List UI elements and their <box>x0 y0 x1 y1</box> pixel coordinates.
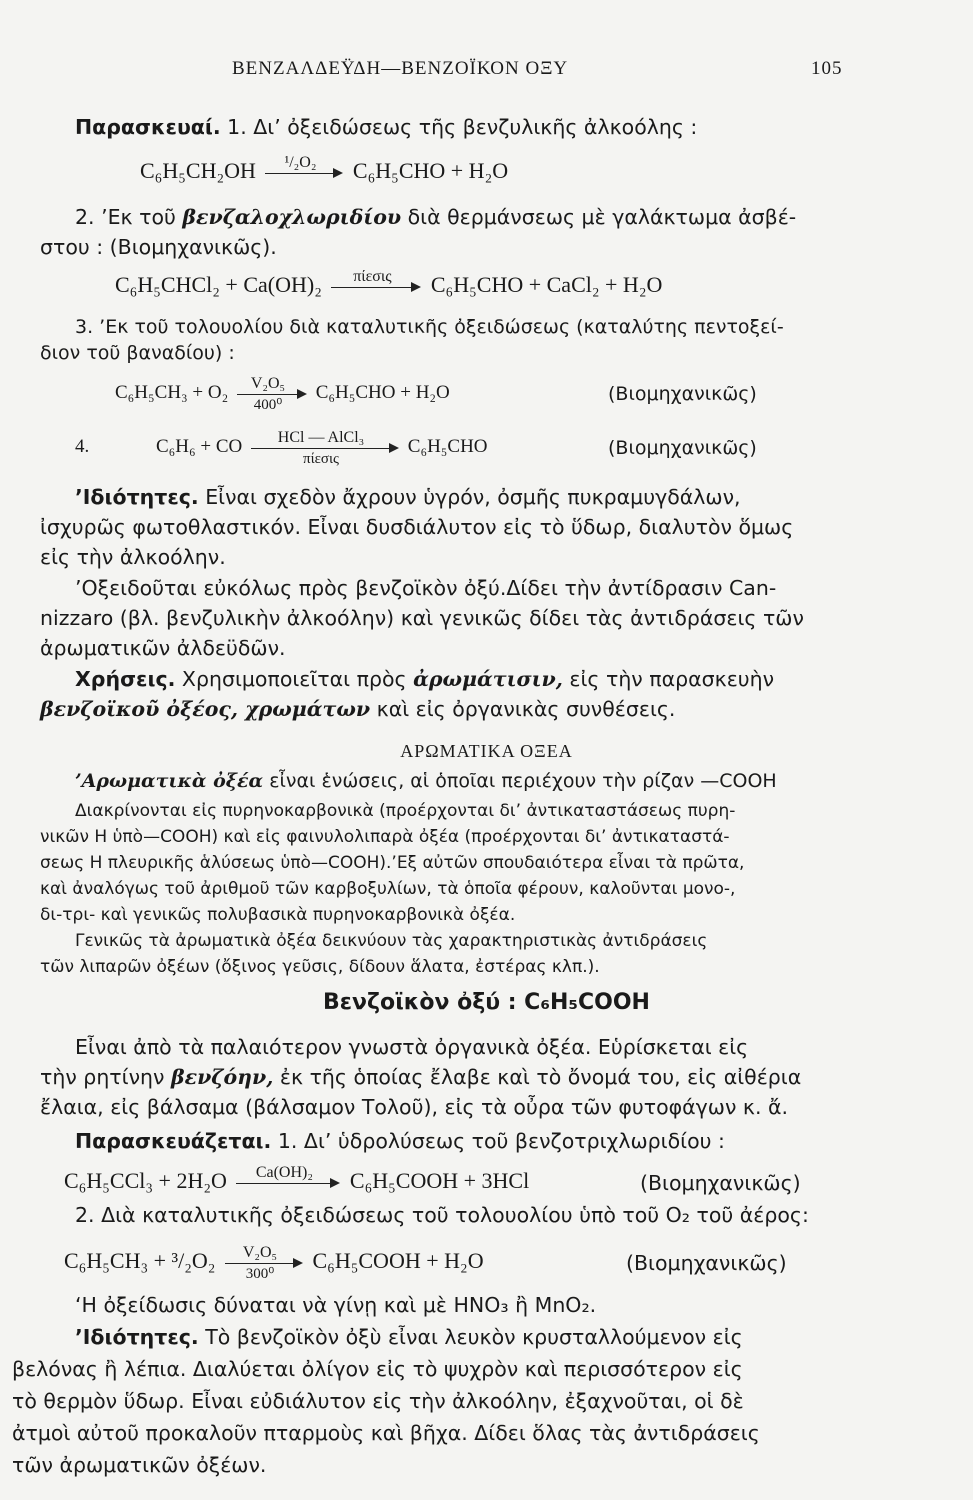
equation-products: C₆H₅COOH + H₂O <box>312 1248 484 1273</box>
text-line: nizzaro (βλ. βενζυλικὴν ἀλκοόλην) καὶ γενικῶς δίδει τὰς ἀντιδράσεις τῶν <box>40 606 804 630</box>
arrow-temperature: 300⁰ <box>245 1265 275 1282</box>
arrow-condition: πίεσις <box>353 267 392 285</box>
arrow-condition: V₂O₅ <box>242 1243 278 1261</box>
text-segment: εἶναι ἑνώσεις, αἱ ὁποῖαι περιέχουν τὴν ρίζαν —COOH <box>263 770 777 792</box>
heading-uses: Χρήσεις. <box>75 667 176 691</box>
text-line: τῶν ἀρωματικῶν ὀξέων. <box>12 1453 267 1477</box>
reaction-arrow <box>331 267 421 298</box>
text-line: ἀτμοὶ αὐτοῦ προκαλοῦν πταρμοὺς καὶ βῆχα. Δίδει ὅλας τὰς ἀντιδράσεις <box>12 1421 760 1445</box>
text-line <box>75 768 777 794</box>
text-line <box>40 1064 801 1090</box>
text-segment: διὰ θερμάνσεως μὲ γαλάκτωμα ἀσβέ- <box>401 205 797 229</box>
text-line <box>75 666 774 692</box>
reaction-arrow <box>265 153 343 184</box>
text-line: ἰσχυρῶς φωτοθλαστικόν. Εἶναι δυσδιάλυτον εἰς τὸ ὕδωρ, διαλυτὸν ὅμως <box>40 515 794 539</box>
equation <box>115 267 663 298</box>
equation-reactants: C₆H₅CHCl₂ + Ca(OH)₂ <box>115 272 322 297</box>
text-line: βελόνας ἢ λέπια. Διαλύεται ὀλίγον εἰς τὸ ψυχρὸν καὶ περισσότερον εἰς <box>12 1357 743 1381</box>
text-line: τῶν λιπαρῶν ὀξέων (ὄξινος γεῦσις, δίδουν ἅλατα, ἐστέρας κλπ.). <box>40 957 600 977</box>
text-line: σεως H πλευρικῆς ἁλύσεως ὑπὸ—COOH).’Εξ αὐτῶν σπουδαιότερα εἶναι τὰ πρῶτα, <box>40 853 745 873</box>
section-title: Βενζοϊκὸν ὀξύ : C₆H₅COOH <box>323 990 650 1015</box>
arrow-pressure: πίεσις <box>303 450 339 467</box>
text-line: καὶ ἀναλόγως τοῦ ἀριθμοῦ τῶν καρβοξυλίων, τὰ ὁποῖα φέρουν, καλοῦνται μονο-, <box>40 879 736 899</box>
text-line: ‘Η ὀξείδωσις δύναται νὰ γίνῃ καὶ μὲ HNO₃ ἢ MnO₂. <box>75 1293 597 1317</box>
section-title: ΑΡΩΜΑΤΙΚΑ ΟΞΕΑ <box>400 741 573 761</box>
arrow-condition: Ca(OH)₂ <box>255 1163 313 1181</box>
emphasis: ἀρωμάτισιν, <box>413 667 563 691</box>
text-line: ἔλαια, εἰς βάλσαμα (βάλσαμον Τολοῦ), εἰς τὰ οὖρα τῶν φυτοφάγων κ. ἄ. <box>40 1095 789 1119</box>
equation <box>75 428 488 467</box>
text-line <box>40 696 675 722</box>
equation <box>115 374 450 413</box>
page-number: 105 <box>811 58 843 79</box>
equation-note: (Βιομηχανικῶς) <box>640 1171 801 1195</box>
text-line: Εἶναι ἀπὸ τὰ παλαιότερον γνωστὰ ὀργανικὰ ὀξέα. Εὑρίσκεται εἰς <box>75 1035 749 1059</box>
heading-preparations: Παρασκευαί. <box>75 115 221 139</box>
equation-reactants: C₆H₅CH₃ + ³/₂O₂ <box>64 1248 216 1273</box>
text-line: 2. Διὰ καταλυτικῆς ὀξειδώσεως τοῦ τολουολίου ὑπὸ τοῦ O₂ τοῦ ἀέρος: <box>75 1203 809 1227</box>
equation-note: (Βιομηχανικῶς) <box>608 383 757 405</box>
equation-products: C₆H₅CHO + CaCl₂ + H₂O <box>430 272 663 297</box>
reaction-arrow <box>237 374 307 413</box>
text-line: εἰς τὴν ἀλκοόλην. <box>40 545 226 569</box>
reaction-arrow <box>236 1163 340 1194</box>
reaction-arrow <box>225 1243 303 1282</box>
reaction-arrow <box>251 428 399 467</box>
text-line: στου : (Βιομηχανικῶς). <box>40 235 277 259</box>
emphasis: ’Αρωματικὰ ὀξέα <box>75 770 264 792</box>
text-segment: καὶ εἰς ὀργανικὰς συνθέσεις. <box>370 697 676 721</box>
equation <box>64 1243 484 1282</box>
arrow-condition: V₂O₅ <box>250 374 286 392</box>
equation-note: (Βιομηχανικῶς) <box>608 437 757 459</box>
text-line: ’Οξειδοῦται εὐκόλως πρὸς βενζοϊκὸν ὀξύ.Δίδει τὴν ἀντίδρασιν Can- <box>75 576 777 600</box>
equation-reactants: C₆H₆ + CO <box>156 436 243 457</box>
text-segment: 2. ’Εκ τοῦ <box>75 205 183 229</box>
item-number: 4. <box>75 436 90 457</box>
equation-products: C₆H₅CHO <box>407 436 488 457</box>
text-line: νικῶν H ὑπὸ—COOH) καὶ εἰς φαινυλολιπαρὰ ὀξέα (προέρχονται δι’ ἀντικαταστά- <box>40 827 730 847</box>
text-segment: εἰς τὴν παρασκευὴν <box>562 667 775 691</box>
text-segment: Χρησιμοποιεῖται πρὸς <box>175 667 414 691</box>
text-segment: Τὸ βενζοϊκὸν ὀξὺ εἶναι λευκὸν κρυσταλλούμενον εἰς <box>198 1325 743 1349</box>
heading-properties: ’Ιδιότητες. <box>75 1325 199 1349</box>
text-segment: ἐκ τῆς ὁποίας ἔλαβε καὶ τὸ ὄνομά του, εἰς αἰθέρια <box>273 1065 802 1089</box>
arrow-temperature: 400⁰ <box>253 396 283 413</box>
equation-note: (Βιομηχανικῶς) <box>626 1251 787 1275</box>
heading-properties: ’Ιδιότητες. <box>75 485 199 509</box>
emphasis: βενζαλοχλωριδίου <box>182 205 402 229</box>
heading-preparation: Παρασκευάζεται. <box>75 1129 272 1153</box>
text-segment: 1. Δι’ ὑδρολύσεως τοῦ βενζοτριχλωριδίου : <box>271 1129 725 1153</box>
text-segment: Εἶναι σχεδὸν ἄχρουν ὑγρόν, ὀσμῆς πυκραμυγδάλων, <box>198 485 741 509</box>
equation <box>140 153 509 184</box>
text-line <box>75 484 741 510</box>
equation-products: C₆H₅CHO + H₂O <box>352 158 509 183</box>
equation-products: C₆H₅COOH + 3HCl <box>349 1168 530 1193</box>
arrow-condition: ¹/₂O₂ <box>284 153 317 171</box>
text-segment: τὴν ρητίνην <box>40 1065 171 1089</box>
running-title: ΒΕΝΖΑΛΔΕΫΔΗ—ΒΕΝΖΟΪΚΟΝ ΟΞΥ <box>232 58 569 79</box>
emphasis: βενζόην, <box>171 1065 274 1089</box>
text-line <box>75 1324 743 1350</box>
text-segment: 1. Δι’ ὀξειδώσεως τῆς βενζυλικῆς ἀλκοόλης : <box>220 115 698 139</box>
text-line: Διακρίνονται εἰς πυρηνοκαρβονικὰ (προέρχονται δι’ ἀντικαταστάσεως πυρη- <box>75 801 736 821</box>
text-line: ἀρωματικῶν ἀλδεϋδῶν. <box>40 636 286 660</box>
text-line: Γενικῶς τὰ ἀρωματικὰ ὀξέα δεικνύουν τὰς χαρακτηριστικὰς ἀντιδράσεις <box>75 931 708 951</box>
text-line: τὸ θερμὸν ὕδωρ. Εἶναι εὐδιάλυτον εἰς τὴν ἀλκοόλην, ἐξαχνοῦται, οἱ δὲ <box>12 1389 744 1413</box>
equation-reactants: C₆H₅CH₃ + O₂ <box>115 382 229 403</box>
text-line <box>75 204 796 230</box>
equation-reactants: C₆H₅CCl₃ + 2H₂O <box>64 1168 227 1193</box>
text-line <box>75 114 697 140</box>
emphasis: βενζοϊκοῦ ὀξέος, χρωμάτων <box>40 697 371 721</box>
text-line: διον τοῦ βαναδίου) : <box>40 342 235 364</box>
text-line: 3. ’Εκ τοῦ τολουολίου διὰ καταλυτικῆς ὀξειδώσεως (καταλύτης πεντοξεί- <box>75 316 784 338</box>
equation-reactants: C₆H₅CH₂OH <box>140 158 256 183</box>
arrow-condition: HCl — AlCl₃ <box>277 428 365 446</box>
equation-products: C₆H₅CHO + H₂O <box>315 382 450 403</box>
text-line <box>75 1128 725 1154</box>
equation <box>64 1163 530 1194</box>
text-line: δι-τρι- καὶ γενικῶς πολυβασικὰ πυρηνοκαρβονικὰ ὀξέα. <box>40 905 516 925</box>
